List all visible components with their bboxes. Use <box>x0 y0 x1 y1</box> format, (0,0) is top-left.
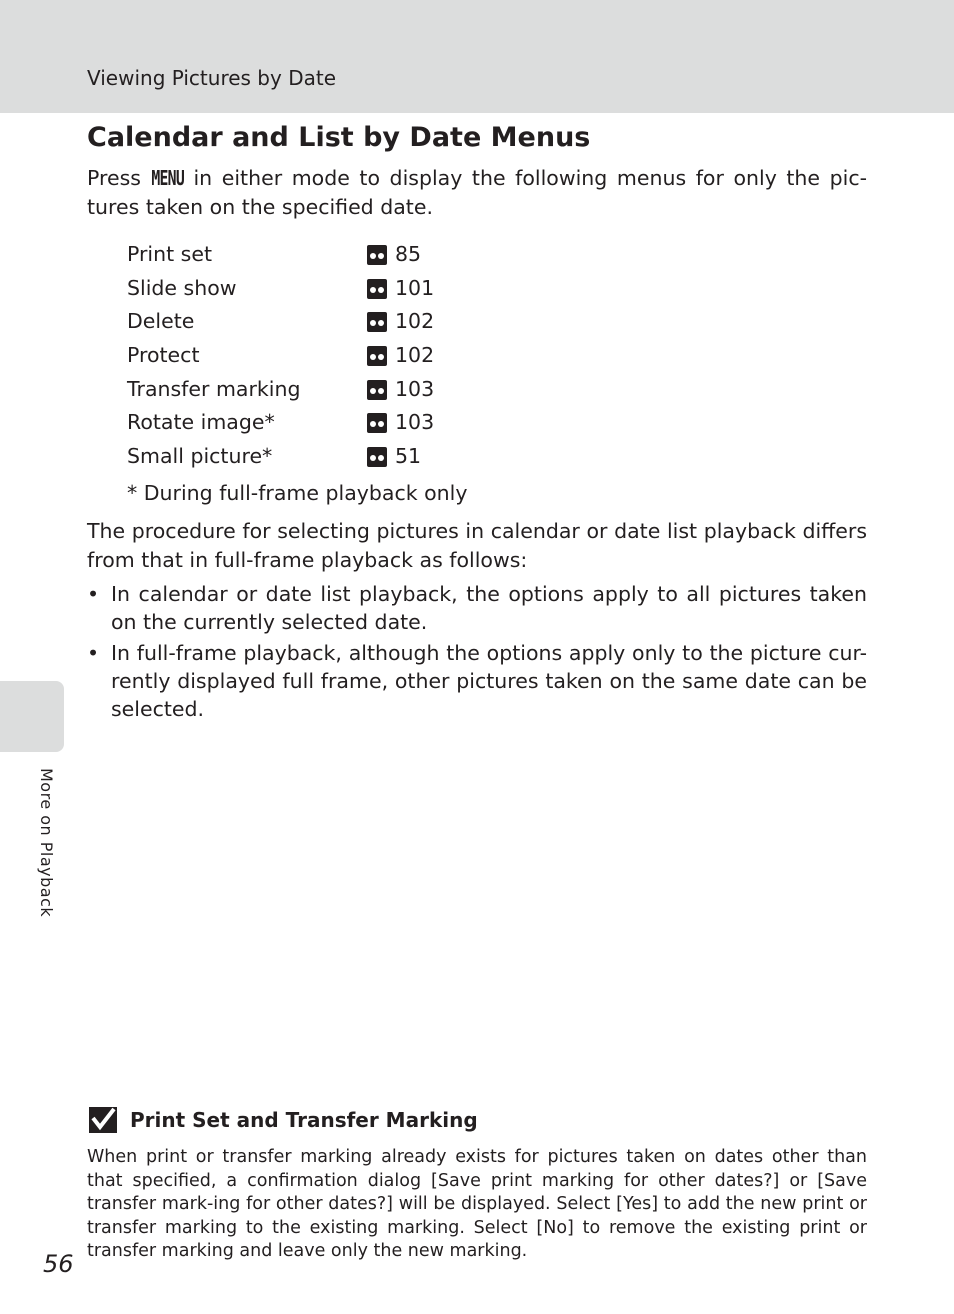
page-number: 56 <box>43 1250 74 1278</box>
bullet-icon: • <box>87 582 100 606</box>
procedure-paragraph: The procedure for selecting pictures in calendar or date list playback differs from that in full-frame playback as follows: <box>87 519 867 572</box>
bullet-icon: • <box>87 641 100 665</box>
note-heading <box>88 1106 478 1134</box>
page-reference-icon <box>367 245 387 265</box>
page-reference <box>367 309 434 333</box>
page-reference-number: 102 <box>395 343 435 368</box>
page-reference <box>367 276 434 300</box>
menu-item-label: Small picture* <box>127 444 273 469</box>
intro-paragraph <box>87 164 867 222</box>
menu-item <box>127 410 547 444</box>
menu-item-label: Slide show <box>127 275 237 300</box>
page-reference <box>367 242 421 266</box>
footnote: * During full-frame playback only <box>127 481 468 505</box>
check-note-icon <box>88 1106 118 1134</box>
page-reference-number: 101 <box>395 275 435 300</box>
page-reference-icon <box>367 380 387 400</box>
page-reference-number: 51 <box>395 444 422 469</box>
page-reference-number: 102 <box>395 309 435 334</box>
menu-item <box>127 242 547 276</box>
page-reference-number: 103 <box>395 376 435 401</box>
menu-item-label: Print set <box>127 242 213 266</box>
page-reference <box>367 410 434 434</box>
list-item <box>87 639 867 723</box>
note-title: Print Set and Transfer Marking <box>130 1108 478 1132</box>
menu-item <box>127 377 547 411</box>
side-tab <box>0 681 64 752</box>
menu-item-label: Delete <box>127 309 195 334</box>
list-item <box>87 580 867 636</box>
section-header: Viewing Pictures by Date <box>87 66 336 90</box>
page-title: Calendar and List by Date Menus <box>87 122 591 153</box>
menu-item <box>127 444 547 478</box>
page-reference <box>367 343 434 367</box>
menu-item-label: Transfer marking <box>127 376 301 401</box>
page-reference-number: 85 <box>395 242 422 266</box>
menu-item <box>127 343 547 377</box>
page-reference-icon <box>367 279 387 299</box>
menu-list <box>127 242 547 478</box>
page-reference <box>367 377 434 401</box>
note-body: When print or transfer marking already exists for pictures taken on dates other than that specified, a confirmation dialog [Save print marking for other dates?] or [Save transfer mark-ing for other dates?] will be displayed. Select [Yes] to add the new print or transfer marking to the existing marking. Select [No] to remove the existing print or transfer marking and leave only the new marking. <box>87 1147 867 1262</box>
list-item-text: In full-frame playback, although the options apply only to the picture cur-rently displayed full frame, other pictures taken on the same date can be selected. <box>111 641 867 721</box>
bullet-list <box>87 580 867 726</box>
menu-button-icon: MENU <box>150 166 184 190</box>
intro-text-after: in either mode to display the following menus for only the pic-tures taken on the specified date. <box>87 166 867 219</box>
intro-text-before: Press <box>87 166 151 190</box>
header-band <box>0 0 954 113</box>
page-reference <box>367 444 421 468</box>
side-tab-label: More on Playback <box>37 768 56 918</box>
menu-item <box>127 309 547 343</box>
page-reference-icon <box>367 447 387 467</box>
menu-item <box>127 276 547 310</box>
menu-item-label: Rotate image* <box>127 410 275 435</box>
page-reference-number: 103 <box>395 410 435 435</box>
page-reference-icon <box>367 312 387 332</box>
page-reference-icon <box>367 346 387 366</box>
page-reference-icon <box>367 413 387 433</box>
menu-item-label: Protect <box>127 343 200 368</box>
list-item-text: In calendar or date list playback, the options apply to all pictures taken on the currently selected date. <box>111 582 867 634</box>
